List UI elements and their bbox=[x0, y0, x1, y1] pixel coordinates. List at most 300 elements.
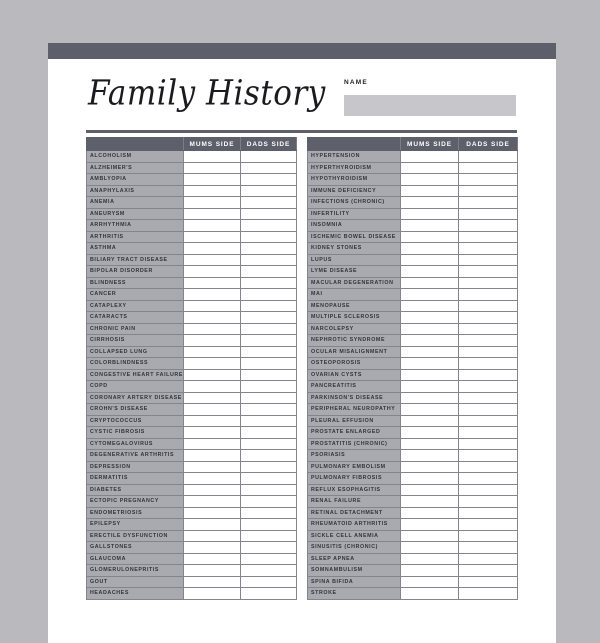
table-row bbox=[308, 415, 518, 427]
condition-label: SLEEP APNEA bbox=[308, 553, 401, 565]
condition-label: CATAPLEXY bbox=[87, 300, 184, 312]
condition-label: ENDOMETRIOSIS bbox=[87, 507, 184, 519]
condition-label: MACULAR DEGENERATION bbox=[308, 277, 401, 289]
dads-side-cell[interactable] bbox=[459, 197, 518, 209]
dads-side-cell[interactable] bbox=[241, 197, 297, 209]
mums-side-cell[interactable] bbox=[401, 208, 459, 220]
mums-side-cell[interactable] bbox=[184, 507, 241, 519]
mums-side-cell[interactable] bbox=[401, 151, 459, 163]
dads-side-cell[interactable] bbox=[459, 450, 518, 462]
mums-side-cell[interactable] bbox=[184, 277, 241, 289]
dads-side-cell[interactable] bbox=[459, 588, 518, 600]
dads-side-cell[interactable] bbox=[241, 220, 297, 232]
mums-side-cell[interactable] bbox=[184, 484, 241, 496]
condition-label: GLAUCOMA bbox=[87, 553, 184, 565]
mums-side-cell[interactable] bbox=[401, 530, 459, 542]
mums-side-cell[interactable] bbox=[184, 335, 241, 347]
dads-side-cell[interactable] bbox=[459, 346, 518, 358]
dads-side-cell[interactable] bbox=[459, 185, 518, 197]
mums-side-cell[interactable] bbox=[184, 461, 241, 473]
mums-side-cell[interactable] bbox=[184, 289, 241, 301]
dads-side-cell[interactable] bbox=[459, 312, 518, 324]
dads-side-cell[interactable] bbox=[241, 438, 297, 450]
dads-side-cell[interactable] bbox=[241, 208, 297, 220]
condition-label: BIPOLAR DISORDER bbox=[87, 266, 184, 278]
dads-side-cell[interactable] bbox=[241, 519, 297, 531]
mums-side-cell[interactable] bbox=[401, 266, 459, 278]
mums-side-cell[interactable] bbox=[184, 369, 241, 381]
table-row bbox=[308, 450, 518, 462]
mums-side-cell[interactable] bbox=[184, 588, 241, 600]
dads-side-cell[interactable] bbox=[459, 381, 518, 393]
condition-label: ECTOPIC PREGNANCY bbox=[87, 496, 184, 508]
dads-side-cell[interactable] bbox=[459, 162, 518, 174]
mums-side-cell[interactable] bbox=[401, 162, 459, 174]
condition-label: PSORIASIS bbox=[308, 450, 401, 462]
table-row bbox=[87, 243, 297, 255]
mums-side-cell[interactable] bbox=[401, 289, 459, 301]
table-row bbox=[87, 565, 297, 577]
dads-side-cell[interactable] bbox=[459, 392, 518, 404]
dads-side-cell[interactable] bbox=[241, 243, 297, 255]
table-row bbox=[87, 208, 297, 220]
dads-side-cell[interactable] bbox=[241, 162, 297, 174]
condition-label: CANCER bbox=[87, 289, 184, 301]
table-row bbox=[308, 542, 518, 554]
table-row bbox=[308, 335, 518, 347]
dads-side-cell[interactable] bbox=[241, 151, 297, 163]
mums-side-cell[interactable] bbox=[401, 323, 459, 335]
mums-side-cell[interactable] bbox=[401, 185, 459, 197]
dads-side-cell[interactable] bbox=[459, 427, 518, 439]
condition-label: SOMNAMBULISM bbox=[308, 565, 401, 577]
condition-label: OSTEOPOROSIS bbox=[308, 358, 401, 370]
dads-side-header: DADS SIDE bbox=[241, 138, 297, 151]
table-row bbox=[87, 266, 297, 278]
mums-side-cell[interactable] bbox=[401, 254, 459, 266]
table-row bbox=[308, 484, 518, 496]
dads-side-cell[interactable] bbox=[241, 588, 297, 600]
condition-column-header bbox=[308, 138, 401, 151]
mums-side-cell[interactable] bbox=[401, 358, 459, 370]
mums-side-cell[interactable] bbox=[401, 542, 459, 554]
mums-side-cell[interactable] bbox=[184, 220, 241, 232]
table-row bbox=[308, 588, 518, 600]
dads-side-cell[interactable] bbox=[459, 266, 518, 278]
table-row bbox=[87, 427, 297, 439]
table-row bbox=[87, 381, 297, 393]
dads-side-cell[interactable] bbox=[241, 507, 297, 519]
table-row bbox=[308, 576, 518, 588]
dads-side-cell[interactable] bbox=[459, 174, 518, 186]
dads-side-cell[interactable] bbox=[459, 335, 518, 347]
mums-side-cell[interactable] bbox=[401, 312, 459, 324]
dads-side-cell[interactable] bbox=[241, 174, 297, 186]
mums-side-cell[interactable] bbox=[401, 346, 459, 358]
mums-side-cell[interactable] bbox=[401, 588, 459, 600]
table-row bbox=[87, 289, 297, 301]
mums-side-cell[interactable] bbox=[401, 415, 459, 427]
dads-side-cell[interactable] bbox=[241, 312, 297, 324]
table-row bbox=[87, 220, 297, 232]
condition-label: LUPUS bbox=[308, 254, 401, 266]
condition-label: DIABETES bbox=[87, 484, 184, 496]
table-row bbox=[87, 553, 297, 565]
condition-label: CHRONIC PAIN bbox=[87, 323, 184, 335]
mums-side-cell[interactable] bbox=[184, 323, 241, 335]
table-row bbox=[308, 381, 518, 393]
mums-side-cell[interactable] bbox=[184, 358, 241, 370]
condition-label: RENAL FAILURE bbox=[308, 496, 401, 508]
mums-side-cell[interactable] bbox=[401, 197, 459, 209]
table-row bbox=[308, 243, 518, 255]
mums-side-cell[interactable] bbox=[401, 519, 459, 531]
dads-side-cell[interactable] bbox=[241, 277, 297, 289]
mums-side-cell[interactable] bbox=[401, 392, 459, 404]
table-row bbox=[87, 484, 297, 496]
mums-side-cell[interactable] bbox=[401, 576, 459, 588]
table-header-row bbox=[308, 138, 518, 151]
mums-side-cell[interactable] bbox=[401, 507, 459, 519]
mums-side-cell[interactable] bbox=[401, 277, 459, 289]
dads-side-cell[interactable] bbox=[241, 254, 297, 266]
condition-label: ERECTILE DYSFUNCTION bbox=[87, 530, 184, 542]
mums-side-cell[interactable] bbox=[184, 438, 241, 450]
condition-label: CONGESTIVE HEART FAILURE bbox=[87, 369, 184, 381]
mums-side-cell[interactable] bbox=[184, 427, 241, 439]
condition-column-header bbox=[87, 138, 184, 151]
condition-label: GALLSTONES bbox=[87, 542, 184, 554]
condition-label: NARCOLEPSY bbox=[308, 323, 401, 335]
condition-label: HYPOTHYROIDISM bbox=[308, 174, 401, 186]
condition-label: GOUT bbox=[87, 576, 184, 588]
dads-side-cell[interactable] bbox=[241, 231, 297, 243]
mums-side-cell[interactable] bbox=[401, 231, 459, 243]
mums-side-cell[interactable] bbox=[184, 162, 241, 174]
mums-side-cell[interactable] bbox=[184, 392, 241, 404]
table-row bbox=[87, 415, 297, 427]
table-row bbox=[87, 392, 297, 404]
table-row bbox=[308, 346, 518, 358]
dads-side-cell[interactable] bbox=[459, 208, 518, 220]
mums-side-cell[interactable] bbox=[184, 450, 241, 462]
condition-label: CYTOMEGALOVIRUS bbox=[87, 438, 184, 450]
table-row bbox=[87, 277, 297, 289]
condition-label: ANEMIA bbox=[87, 197, 184, 209]
dads-side-cell[interactable] bbox=[241, 266, 297, 278]
dads-side-cell[interactable] bbox=[459, 473, 518, 485]
table-row bbox=[87, 588, 297, 600]
condition-label: RETINAL DETACHMENT bbox=[308, 507, 401, 519]
mums-side-cell[interactable] bbox=[184, 254, 241, 266]
condition-label: RHEUMATOID ARTHRITIS bbox=[308, 519, 401, 531]
dads-side-cell[interactable] bbox=[459, 484, 518, 496]
mums-side-cell[interactable] bbox=[401, 300, 459, 312]
table-row bbox=[87, 254, 297, 266]
condition-label: COLLAPSED LUNG bbox=[87, 346, 184, 358]
mums-side-cell[interactable] bbox=[401, 473, 459, 485]
table-row bbox=[308, 507, 518, 519]
dads-side-cell[interactable] bbox=[241, 289, 297, 301]
dads-side-cell[interactable] bbox=[459, 542, 518, 554]
dads-side-cell[interactable] bbox=[241, 542, 297, 554]
mums-side-cell[interactable] bbox=[184, 404, 241, 416]
section-divider bbox=[86, 130, 517, 133]
table-row bbox=[87, 450, 297, 462]
dads-side-cell[interactable] bbox=[459, 231, 518, 243]
mums-side-cell[interactable] bbox=[184, 208, 241, 220]
condition-label: ASTHMA bbox=[87, 243, 184, 255]
condition-label: NEPHROTIC SYNDROME bbox=[308, 335, 401, 347]
dads-side-cell[interactable] bbox=[459, 369, 518, 381]
condition-label: ANAPHYLAXIS bbox=[87, 185, 184, 197]
mums-side-cell[interactable] bbox=[401, 461, 459, 473]
condition-label: PULMONARY EMBOLISM bbox=[308, 461, 401, 473]
mums-side-cell[interactable] bbox=[184, 553, 241, 565]
mums-side-cell[interactable] bbox=[401, 496, 459, 508]
table-row bbox=[308, 404, 518, 416]
table-row bbox=[87, 576, 297, 588]
table-row bbox=[308, 266, 518, 278]
table-row bbox=[87, 151, 297, 163]
dads-side-cell[interactable] bbox=[459, 438, 518, 450]
mums-side-cell[interactable] bbox=[184, 496, 241, 508]
condition-label: CATARACTS bbox=[87, 312, 184, 324]
dads-side-cell[interactable] bbox=[241, 427, 297, 439]
dads-side-cell[interactable] bbox=[241, 300, 297, 312]
mums-side-cell[interactable] bbox=[401, 450, 459, 462]
conditions-table-left bbox=[86, 137, 297, 600]
table-row bbox=[308, 358, 518, 370]
table-row bbox=[87, 438, 297, 450]
table-header-row bbox=[87, 138, 297, 151]
dads-side-cell[interactable] bbox=[459, 254, 518, 266]
table-row bbox=[87, 335, 297, 347]
mums-side-cell[interactable] bbox=[184, 185, 241, 197]
mums-side-cell[interactable] bbox=[401, 404, 459, 416]
table-row bbox=[87, 358, 297, 370]
dads-side-cell[interactable] bbox=[241, 461, 297, 473]
table-row bbox=[308, 231, 518, 243]
table-row bbox=[308, 369, 518, 381]
conditions-table-right bbox=[307, 137, 518, 600]
page-title: Family History bbox=[88, 73, 326, 114]
dads-side-header: DADS SIDE bbox=[459, 138, 518, 151]
dads-side-cell[interactable] bbox=[241, 484, 297, 496]
mums-side-cell[interactable] bbox=[401, 438, 459, 450]
condition-label: LYME DISEASE bbox=[308, 266, 401, 278]
condition-label: IMMUNE DEFICIENCY bbox=[308, 185, 401, 197]
condition-label: CRYPTOCOCCUS bbox=[87, 415, 184, 427]
dads-side-cell[interactable] bbox=[459, 565, 518, 577]
dads-side-cell[interactable] bbox=[241, 450, 297, 462]
dads-side-cell[interactable] bbox=[459, 415, 518, 427]
table-row bbox=[87, 519, 297, 531]
table-row bbox=[308, 461, 518, 473]
condition-label: COLORBLINDNESS bbox=[87, 358, 184, 370]
mums-side-cell[interactable] bbox=[401, 427, 459, 439]
dads-side-cell[interactable] bbox=[459, 277, 518, 289]
mums-side-cell[interactable] bbox=[184, 542, 241, 554]
dads-side-cell[interactable] bbox=[241, 335, 297, 347]
mums-side-cell[interactable] bbox=[401, 369, 459, 381]
table-row bbox=[308, 197, 518, 209]
mums-side-cell[interactable] bbox=[184, 415, 241, 427]
mums-side-cell[interactable] bbox=[401, 335, 459, 347]
table-row bbox=[87, 507, 297, 519]
table-row bbox=[308, 553, 518, 565]
dads-side-cell[interactable] bbox=[241, 496, 297, 508]
dads-side-cell[interactable] bbox=[459, 519, 518, 531]
table-row bbox=[87, 473, 297, 485]
condition-label: OVARIAN CYSTS bbox=[308, 369, 401, 381]
table-row bbox=[87, 312, 297, 324]
dads-side-cell[interactable] bbox=[241, 381, 297, 393]
mums-side-cell[interactable] bbox=[184, 565, 241, 577]
condition-label: HEADACHES bbox=[87, 588, 184, 600]
mums-side-cell[interactable] bbox=[401, 243, 459, 255]
condition-label: DEGENERATIVE ARTHRITIS bbox=[87, 450, 184, 462]
condition-label: PLEURAL EFFUSION bbox=[308, 415, 401, 427]
mums-side-cell[interactable] bbox=[184, 243, 241, 255]
condition-label: INFECTIONS (CHRONIC) bbox=[308, 197, 401, 209]
name-field[interactable] bbox=[344, 95, 516, 116]
condition-label: AMBLYOPIA bbox=[87, 174, 184, 186]
mums-side-cell[interactable] bbox=[401, 381, 459, 393]
dads-side-cell[interactable] bbox=[459, 151, 518, 163]
table-row bbox=[308, 519, 518, 531]
dads-side-cell[interactable] bbox=[241, 473, 297, 485]
dads-side-cell[interactable] bbox=[241, 415, 297, 427]
mums-side-cell[interactable] bbox=[184, 266, 241, 278]
mums-side-header: MUMS SIDE bbox=[184, 138, 241, 151]
table-row bbox=[87, 461, 297, 473]
mums-side-cell[interactable] bbox=[184, 151, 241, 163]
table-row bbox=[87, 404, 297, 416]
mums-side-cell[interactable] bbox=[401, 553, 459, 565]
condition-label: DERMATITIS bbox=[87, 473, 184, 485]
mums-side-cell[interactable] bbox=[184, 312, 241, 324]
table-row bbox=[308, 208, 518, 220]
dads-side-cell[interactable] bbox=[459, 404, 518, 416]
mums-side-cell[interactable] bbox=[401, 565, 459, 577]
condition-label: BILIARY TRACT DISEASE bbox=[87, 254, 184, 266]
table-row bbox=[87, 174, 297, 186]
table-row bbox=[87, 185, 297, 197]
header-bar bbox=[48, 43, 556, 59]
table-row bbox=[308, 427, 518, 439]
condition-label: CIRRHOSIS bbox=[87, 335, 184, 347]
table-row bbox=[308, 151, 518, 163]
condition-label: MENOPAUSE bbox=[308, 300, 401, 312]
dads-side-cell[interactable] bbox=[459, 243, 518, 255]
table-row bbox=[308, 185, 518, 197]
dads-side-cell[interactable] bbox=[459, 220, 518, 232]
mums-side-cell[interactable] bbox=[401, 174, 459, 186]
mums-side-cell[interactable] bbox=[184, 300, 241, 312]
dads-side-cell[interactable] bbox=[241, 530, 297, 542]
dads-side-cell[interactable] bbox=[241, 392, 297, 404]
condition-label: REFLUX ESOPHAGITIS bbox=[308, 484, 401, 496]
dads-side-cell[interactable] bbox=[459, 323, 518, 335]
dads-side-cell[interactable] bbox=[241, 576, 297, 588]
table-row bbox=[87, 530, 297, 542]
condition-label: BLINDNESS bbox=[87, 277, 184, 289]
mums-side-cell[interactable] bbox=[184, 231, 241, 243]
condition-label: HYPERTHYROIDISM bbox=[308, 162, 401, 174]
table-row bbox=[87, 346, 297, 358]
mums-side-cell[interactable] bbox=[401, 484, 459, 496]
condition-label: ISCHEMIC BOWEL DISEASE bbox=[308, 231, 401, 243]
dads-side-cell[interactable] bbox=[241, 553, 297, 565]
mums-side-cell[interactable] bbox=[184, 381, 241, 393]
dads-side-cell[interactable] bbox=[459, 507, 518, 519]
mums-side-cell[interactable] bbox=[184, 519, 241, 531]
condition-label: SPINA BIFIDA bbox=[308, 576, 401, 588]
condition-label: CYSTIC FIBROSIS bbox=[87, 427, 184, 439]
condition-label: DEPRESSION bbox=[87, 461, 184, 473]
mums-side-cell[interactable] bbox=[184, 576, 241, 588]
dads-side-cell[interactable] bbox=[459, 576, 518, 588]
conditions-list-left bbox=[87, 151, 297, 600]
mums-side-cell[interactable] bbox=[184, 174, 241, 186]
name-label: NAME bbox=[344, 79, 368, 86]
condition-label: GLOMERULONEPRITIS bbox=[87, 565, 184, 577]
table-row bbox=[87, 542, 297, 554]
condition-label: MULTIPLE SCLEROSIS bbox=[308, 312, 401, 324]
condition-label: PROSTATE ENLARGED bbox=[308, 427, 401, 439]
condition-label: COPD bbox=[87, 381, 184, 393]
table-row bbox=[308, 323, 518, 335]
condition-label: ALZHEIMER'S bbox=[87, 162, 184, 174]
table-row bbox=[87, 197, 297, 209]
mums-side-cell[interactable] bbox=[184, 346, 241, 358]
dads-side-cell[interactable] bbox=[241, 404, 297, 416]
dads-side-cell[interactable] bbox=[459, 496, 518, 508]
table-row bbox=[87, 231, 297, 243]
dads-side-cell[interactable] bbox=[459, 530, 518, 542]
dads-side-cell[interactable] bbox=[241, 323, 297, 335]
table-row bbox=[308, 565, 518, 577]
condition-label: EPILEPSY bbox=[87, 519, 184, 531]
condition-label: CROHN'S DISEASE bbox=[87, 404, 184, 416]
condition-label: INSOMNIA bbox=[308, 220, 401, 232]
mums-side-cell[interactable] bbox=[401, 220, 459, 232]
table-row bbox=[308, 312, 518, 324]
mums-side-cell[interactable] bbox=[184, 473, 241, 485]
dads-side-cell[interactable] bbox=[459, 461, 518, 473]
condition-label: OCULAR MISALIGNMENT bbox=[308, 346, 401, 358]
table-row bbox=[308, 277, 518, 289]
dads-side-cell[interactable] bbox=[459, 289, 518, 301]
dads-side-cell[interactable] bbox=[459, 553, 518, 565]
dads-side-cell[interactable] bbox=[459, 358, 518, 370]
table-row bbox=[87, 496, 297, 508]
conditions-list-right bbox=[308, 151, 518, 600]
mums-side-cell[interactable] bbox=[184, 530, 241, 542]
dads-side-cell[interactable] bbox=[241, 358, 297, 370]
dads-side-cell[interactable] bbox=[241, 369, 297, 381]
dads-side-cell[interactable] bbox=[241, 565, 297, 577]
dads-side-cell[interactable] bbox=[241, 346, 297, 358]
dads-side-cell[interactable] bbox=[459, 300, 518, 312]
condition-label: SICKLE CELL ANEMIA bbox=[308, 530, 401, 542]
mums-side-cell[interactable] bbox=[184, 197, 241, 209]
condition-label: MAI bbox=[308, 289, 401, 301]
condition-label: CORONARY ARTERY DISEASE bbox=[87, 392, 184, 404]
table-row bbox=[308, 220, 518, 232]
dads-side-cell[interactable] bbox=[241, 185, 297, 197]
